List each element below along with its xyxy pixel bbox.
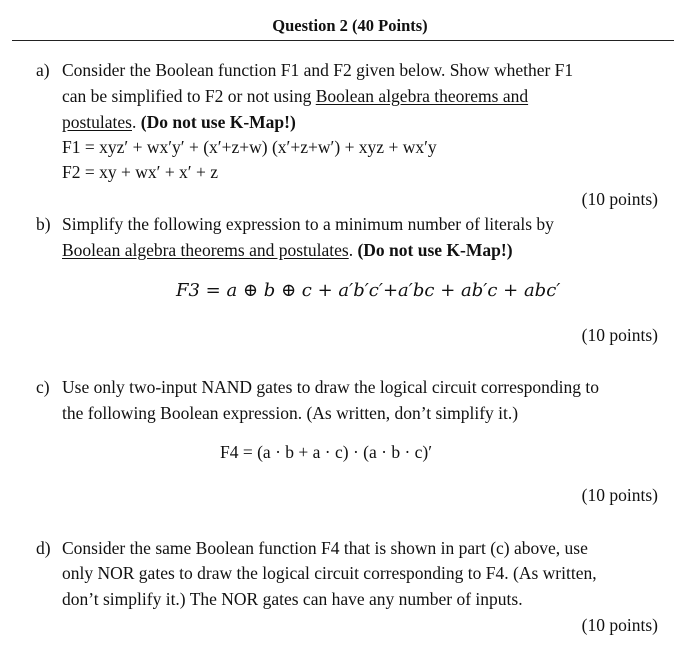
- part-a-points: (10 points): [581, 189, 658, 209]
- formula-f1: F1 = xyz′ + wx′y′ + (x′+z+w) (x′+z+w′) + xyz + wx′y: [62, 137, 437, 157]
- part-a-period: .: [132, 112, 141, 132]
- question-title: Question 2 (40 Points): [272, 16, 428, 35]
- part-a-theorems-link: Boolean algebra theorems and: [315, 86, 529, 106]
- part-a-line-3: [62, 112, 296, 133]
- formula-f3: F3 = a ⊕ b ⊕ c + a′b′c′+a′bc + ab′c + abc′: [176, 280, 561, 301]
- part-c-line-2: the following Boolean expression. (As written, don’t simplify it.): [62, 403, 519, 423]
- part-a-line-1: Consider the Boolean function F1 and F2 given below. Show whether F1: [62, 60, 574, 80]
- part-d-line-3: don’t simplify it.) The NOR gates can have any number of inputs.: [62, 589, 523, 609]
- part-a-marker: a): [36, 60, 50, 80]
- part-c-line-1: Use only two-input NAND gates to draw the logical circuit corresponding to: [62, 377, 600, 397]
- part-b-theorems-link: Boolean algebra theorems and postulates: [62, 240, 349, 260]
- formula-f2: F2 = xy + wx′ + x′ + z: [62, 162, 219, 182]
- part-d-points: (10 points): [581, 615, 658, 635]
- formula-f4: F4 = (a · b + a · c) · (a · b · c)′: [220, 442, 433, 462]
- part-b-line-1: Simplify the following expression to a minimum number of literals by: [62, 214, 554, 234]
- part-b-period: .: [348, 240, 358, 260]
- part-b-points: (10 points): [581, 325, 658, 345]
- part-a-line-2-text: can be simplified to F2 or not using: [62, 86, 316, 106]
- part-d-line-1: Consider the same Boolean function F4 that is shown in part (c) above, use: [62, 538, 588, 558]
- title-divider: [12, 40, 674, 41]
- part-a-postulates-link: postulates: [62, 112, 132, 132]
- part-d-marker: d): [36, 538, 51, 558]
- part-c-points: (10 points): [581, 485, 658, 505]
- part-a-line-2: [62, 86, 528, 107]
- part-c-marker: c): [36, 377, 50, 397]
- part-b-marker: b): [36, 214, 51, 234]
- part-b-kmap-note: (Do not use K-Map!): [357, 240, 513, 260]
- part-b-line-2: [62, 240, 513, 261]
- part-d-line-2: only NOR gates to draw the logical circuit corresponding to F4. (As written,: [62, 563, 597, 583]
- part-a-kmap-note: (Do not use K-Map!): [140, 112, 296, 132]
